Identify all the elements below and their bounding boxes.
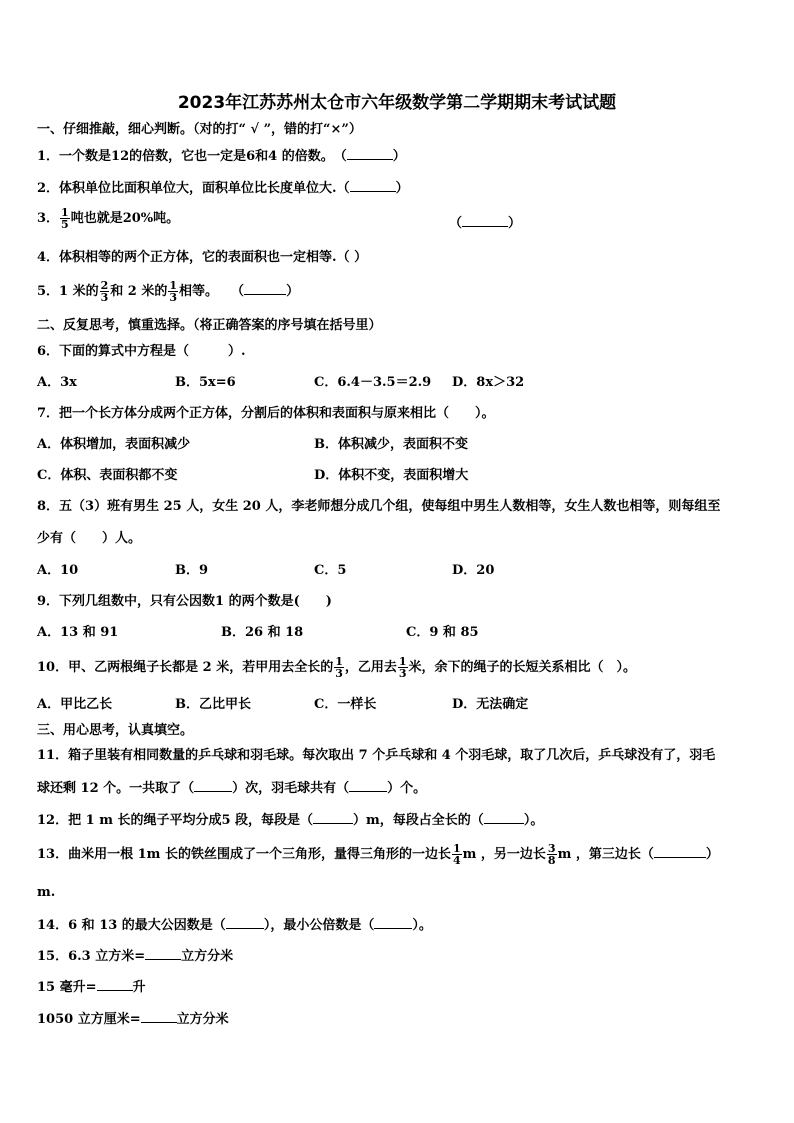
question-12: 12．把 1 m 长的绳子平均分成5 段，每段是（ ）m，每段占全长的（ ）。	[37, 813, 544, 828]
option-a[interactable]: A．13 和 91	[37, 625, 119, 640]
question-8-line-2: 少有（ ）人。	[37, 531, 142, 546]
option-d[interactable]: D．体积不变，表面积增大	[314, 468, 469, 483]
fraction: $\frac{1}{4}$	[452, 842, 461, 867]
question-5: 5．1 米的 $\frac{2}{3}$ 和 2 米的 $\frac{1}{3}$ 相等。 （ ）	[37, 279, 300, 304]
answer-blank[interactable]	[226, 916, 264, 929]
option-c[interactable]: C．一样长	[314, 697, 377, 712]
fraction: $\frac{1}{5}$	[61, 206, 69, 231]
fraction: $\frac{2}{3}$	[100, 279, 109, 304]
option-c[interactable]: C．9 和 85	[406, 625, 479, 640]
option-a[interactable]: A．10	[37, 563, 79, 578]
option-b[interactable]: B．5x=6	[175, 375, 236, 390]
question-13-unit: m.	[37, 885, 56, 900]
question-3: 3． $\frac{1}{5}$ 吨也就是20%吨。	[37, 206, 180, 231]
question-2: 2．体积单位比面积单位大，面积单位比长度单位大.（ ）	[37, 181, 409, 196]
answer-blank[interactable]	[313, 811, 353, 824]
answer-blank[interactable]	[462, 214, 508, 227]
fraction: $\frac{1}{3}$	[398, 655, 407, 680]
answer-blank[interactable]	[374, 916, 412, 929]
question-11-line-2: 球还剩 12 个。一共取了（ ）次，羽毛球共有（ ）个。	[37, 781, 427, 796]
section-2-heading: 二、反复思考，慎重选择。（将正确答案的序号填在括号里）	[37, 318, 382, 333]
question-6: 6．下面的算式中方程是（ ）.	[37, 344, 246, 359]
question-15-part-1: 15．6.3 立方米= 立方分米	[37, 949, 234, 964]
option-c[interactable]: C．6.4－3.5＝2.9	[314, 375, 432, 390]
question-3-answer: （ ）	[449, 216, 522, 231]
question-13: 13．曲米用一根 1m 长的铁丝围成了一个三角形，量得三角形的一边长 $\frac{1}{4}$ m ，另一边长 $\frac{3}{8}$ m ，第三边长（ ）	[37, 842, 719, 867]
answer-blank[interactable]	[350, 179, 396, 192]
fraction: $\frac{1}{3}$	[169, 279, 178, 304]
option-b[interactable]: B．乙比甲长	[175, 697, 251, 712]
option-a[interactable]: A．甲比乙长	[37, 697, 113, 712]
answer-blank[interactable]	[145, 947, 181, 960]
page-title: 2023年江苏苏州太仓市六年级数学第二学期期末考试试题	[177, 93, 617, 113]
answer-blank[interactable]	[141, 1010, 177, 1023]
question-4: 4．体积相等的两个正方体，它的表面积也一定相等.（ ）	[37, 250, 368, 265]
question-14: 14．6 和 13 的最大公因数是（ ），最小公倍数是（ ）。	[37, 918, 432, 933]
option-d[interactable]: D．无法确定	[452, 697, 529, 712]
answer-blank[interactable]	[244, 282, 286, 295]
question-9: 9．下列几组数中，只有公因数1 的两个数是( )	[37, 594, 332, 609]
answer-blank[interactable]	[347, 147, 393, 160]
fraction: $\frac{3}{8}$	[547, 842, 556, 867]
question-11-line-1: 11．箱子里装有相同数量的乒乓球和羽毛球。每次取出 7 个乒乓球和 4 个羽毛球，取了几次后，乒乓球没有了，羽毛	[37, 748, 716, 763]
question-7: 7．把一个长方体分成两个正方体，分割后的体积和表面积与原来相比（ ）。	[37, 406, 495, 421]
answer-blank[interactable]	[654, 845, 706, 858]
option-a[interactable]: A．3x	[37, 375, 77, 390]
question-10: 10．甲、乙两根绳子长都是 2 米，若甲用去全长的 $\frac{1}{3}$ ，乙用去 $\frac{1}{3}$ 米，余下的绳子的长短关系相比（ ）。	[37, 655, 637, 680]
section-3-heading: 三、用心思考，认真填空。	[37, 723, 194, 738]
question-1: 1．一个数是12的倍数，它也一定是6和4 的倍数。 （ ）	[37, 149, 406, 164]
option-c[interactable]: C．体积、表面积都不变	[37, 468, 178, 483]
section-1-heading: 一、仔细推敲，细心判断。（对的打“ √ ”，错的打“×”）	[37, 122, 362, 137]
option-d[interactable]: D．8x＞32	[452, 375, 525, 390]
option-a[interactable]: A．体积增加，表面积减少	[37, 437, 191, 452]
option-d[interactable]: D．20	[452, 563, 495, 578]
answer-blank[interactable]	[349, 779, 387, 792]
option-b[interactable]: B．9	[175, 563, 209, 578]
answer-blank[interactable]	[97, 978, 133, 991]
fraction: $\frac{1}{3}$	[335, 655, 343, 680]
answer-blank[interactable]	[194, 779, 232, 792]
answer-blank[interactable]	[484, 811, 524, 824]
question-15-part-3: 1050 立方厘米= 立方分米	[37, 1012, 229, 1027]
option-b[interactable]: B．26 和 18	[221, 625, 304, 640]
question-15-part-2: 15 毫升= 升	[37, 980, 146, 995]
option-c[interactable]: C．5	[314, 563, 347, 578]
question-8-line-1: 8．五（3）班有男生 25 人，女生 20 人，李老师想分成几个组，使每组中男生人数相等，女生人数也相等，则每组至	[37, 499, 721, 514]
option-b[interactable]: B．体积减少，表面积不变	[314, 437, 468, 452]
